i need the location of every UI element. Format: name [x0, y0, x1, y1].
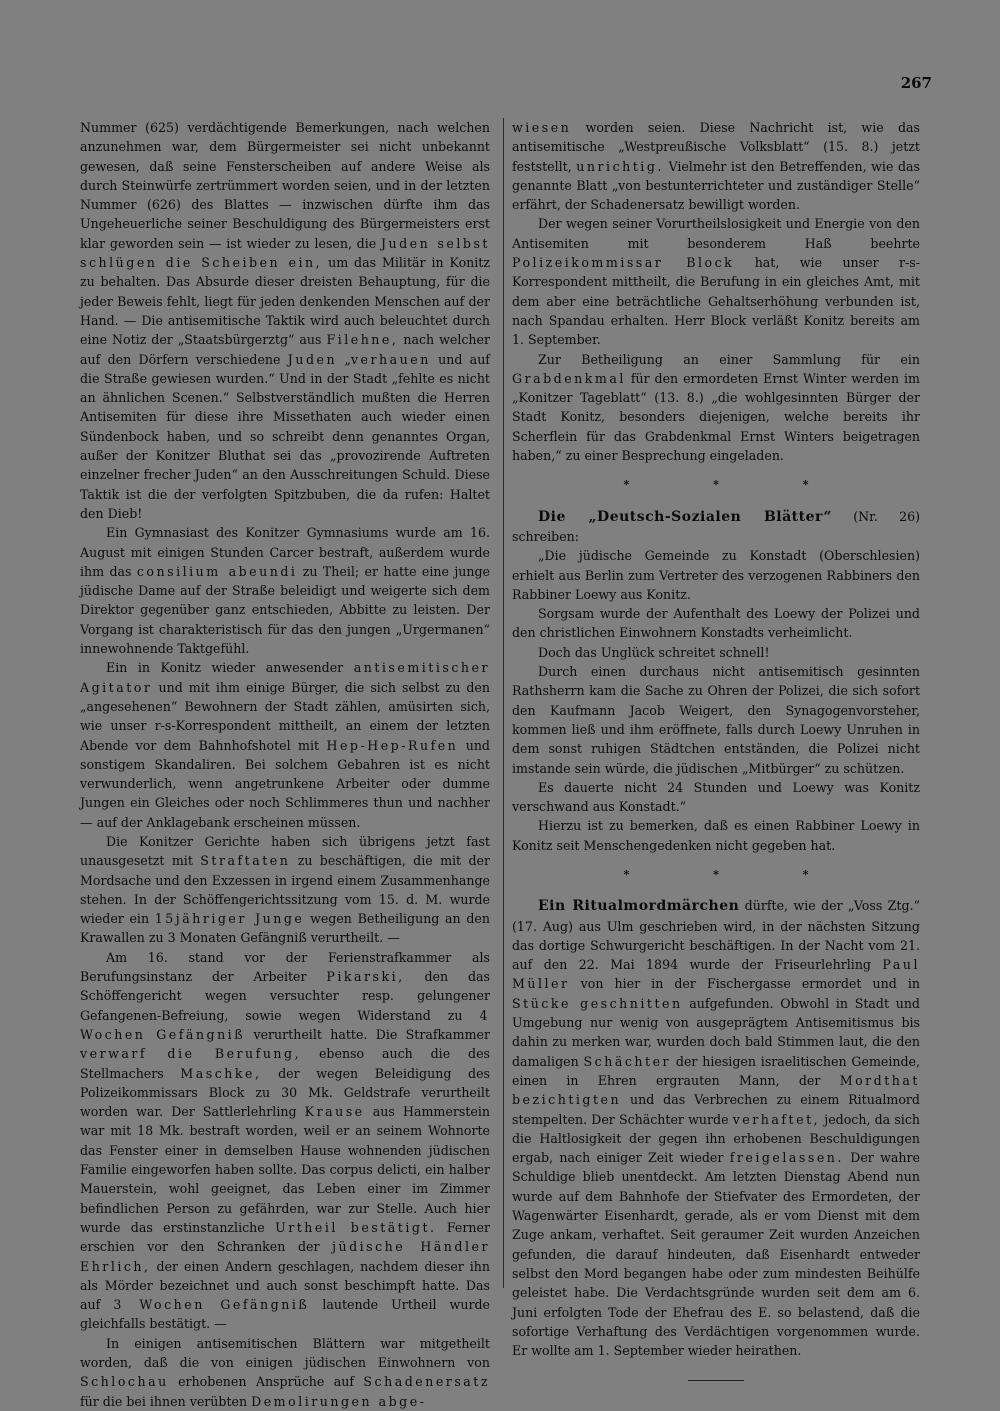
article-body: Ein Ritualmordmärchen dürfte, wie der „Voss Ztg.“ (17. Aug) aus Ulm geschrieben wird, in der nächsten Sitzung das dortige Schwurgericht beschäftigen. In der Nacht vom 21. auf den 22. Mai 1894 wurde der Friseurlehrling Paul Müller von hier in der Fischergasse ermordet und in Stücke geschnitten aufgefunden. Obwohl in Stadt und Umgebung nur wenig von ausgeprägtem Antisemitismus bis dahin zu merken war, wurden doch bald Stimmen laut, die den damaligen Schächter der hiesigen israelitischen Gemeinde, einen in Ehren ergrauten Mann, der Mordthat bezichtigten und das Verbrechen zu einem Ritualmord stempelten. Der Schächter wurde verhaftet, jedoch, da sich die Haltlosigkeit der gegen ihn erhobenen Beschuldigungen ergab, nach einiger Zeit wieder freigelassen. Der wahre Schuldige blieb unentdeckt. Am letzten Dienstag Abend nun wurde auf dem Bahnhofe der Stiefvater des Ermordeten, der Wagenwärter Eisenhardt, gerade, als er vom Dienst mit dem Zuge ankam, verhaftet. Seit geraumer Zeit wurden Anzeichen gefunden, die darauf hindeuten, daß Eisenhardt entweder selbst den Mord begangen habe oder zum mindesten Beihülfe geleistet habe. Die Verdachtsgründe wurden seit dem am 6. Juni erfolgten Tode der Ehefrau des E. so belastend, daß die sofortige Verhaftung des Verdächtigen vorgenommen wurde. Er wollte am 1. September wieder heirathen. — [512, 898, 920, 1359]
paragraph: Der wegen seiner Vorurtheilslosigkeit und Energie von den Antisemiten mit besonderem Haß beehrte Polizeikommissar Block hat, wie unser r-s-Korrespondent mittheilt, die Berufung in ein gleiches Amt, mit dem aber eine beträchtliche Gehaltserhöhung verbunden ist, nach Spandau erhalten. Herr Block verläßt Konitz bereits am 1. September. — [512, 216, 921, 348]
column-divider — [503, 118, 504, 1288]
quote-paragraph: Doch das Unglück schreitet schnell! — [538, 644, 770, 660]
paragraph: Ein Gymnasiast des Konitzer Gymnasiums wurde am 16. August mit einigen Stunden Carcer bestraft, außerdem wurde ihm das consilium abeundi zu Theil; er hatte eine junge jüdische Dame auf der Straße beleidigt und weigerte sich dem Direktor gegenüber ganz entschieden, Abbitte zu leisten. Der Vorgang ist charakteristisch für das den jungen „Urgermanen“ innewohnende Taktgefühl. — [80, 525, 490, 657]
section-separator: * * * — [623, 478, 849, 492]
quote-paragraph: Durch einen durchaus nicht antisemitisch gesinnten Rathsherrn kam die Sache zu Ohren der Polizei, die sich sofort den Kaufmann Jacob Weigert, den Synagogenvorsteher, kommen ließ und ihm eröffnete, falls durch Loewy Unruhen in dem sonst ruhigen Städtchen entständen, die Polizei nicht imstande sein würde, die jüdischen „Mitbürger“ zu schützen. — [512, 664, 920, 776]
paragraph: Nummer (625) verdächtigende Bemerkungen, nach welchen anzunehmen war, dem Bürgermeister sei nicht unbekannt gewesen, daß seine Fensterscheiben auf andere Weise als durch Steinwürfe zertrümmert worden seien, und in der letzten Nummer (626) des Blattes — inzwischen dürfte ihm das Ungeheuerliche seiner Beschuldigung des Bürgermeisters erst klar geworden sein — ist wieder zu lesen, die Juden selbst schlügen die Scheiben ein, um das Militär in Konitz zu behalten. Das Absurde dieser dreisten Behauptung, für die jeder Beweis fehlt, liegt für jeden denkenden Menschen auf der Hand. — Die antisemitische Taktik wird auch beleuchtet durch eine Notiz der „Staatsbürgerztg“ aus Filehne, nach welcher auf den Dörfern verschiedene Juden „verhauen und auf die Straße gewiesen wurden.“ Und in der Stadt „fehlte es nicht an ähnlichen Scenen.“ Selbstverständlich mußten die Herren Antisemiten für diese ihre Missethaten auch wieder einen Sündenbock haben, und so schreibt denn genanntes Organ, außer der Konitzer Bluthat sei das „provozirende Auftreten einzelner frecher Juden“ an den Ausschreitungen Schuld. Diese Taktik ist die der verfolgten Spitzbuben, die da rufen: Haltet den Dieb! — [80, 120, 490, 521]
paragraph: wiesen worden seien. Diese Nachricht ist, wie das antisemitische „Westpreußische Volksblatt“ (15. 8.) jetzt feststellt, unrichtig. Vielmehr ist den Betreffenden, wie das genannte Blatt „von bestunterrichteter und zuständiger Stelle“ erfährt, der Schadenersatz bewilligt worden. — [512, 120, 920, 213]
left-column — [80, 118, 490, 1411]
article-heading: Die „Deutsch-Sozialen Blätter“ — [538, 508, 832, 525]
paragraph: Am 16. stand vor der Ferienstrafkammer als Berufungsinstanz der Arbeiter Pikarski, den das Schöffengericht wegen versuchter resp. gelungener Gefangenen-Befreiung, sowie wegen Widerstand zu 4 Wochen Gefängniß verurtheilt hatte. Die Strafkammer verwarf die Berufung, ebenso auch die des Stellmachers Maschke, der wegen Beleidigung des Polizeikommissars Block zu 30 Mk. Geldstrafe verurtheilt worden war. Der Sattlerlehrling Krause aus Hammerstein war mit 18 Mk. bestraft worden, weil er an seinem Wohnorte das Fenster einer in demselben Hause wohnenden jüdischen Familie eingeworfen haben sollte. Das corpus delicti, ein halber Mauerstein, wohl geeignet, das Leben einer im Zimmer befindlichen Person zu gefährden, war zur Stelle. Auch hier wurde das erstinstanzliche Urtheil bestätigt. Ferner erschien vor den Schranken der jüdische Händler Ehrlich, der einen Andern geschlagen, nachdem dieser ihn als Mörder bezeichnet und auch sonst beschimpft hatte. Das auf 3 Wochen Gefängniß lautende Urtheil wurde gleichfalls bestätigt. — — [80, 949, 491, 1332]
paragraph: Ein in Konitz wieder anwesender antisemitischer Agitator und mit ihm einige Bürger, die sich selbst zu den „angesehenen“ Bewohnern der Stadt zählen, amüsirten sich, wie unser r-s-Korrespondent mittheilt, an einem der letzten Abende vor dem Bahnhofshotel mit Hep-Hep-Rufen und sonstigem Skandaliren. Bei solchem Gebahren ist es nicht verwunderlich, wenn angetrunkene Arbeiter oder dumme Jungen ein Gleiches oder noch Schlimmeres thun und nachher — auf der Anklagebank erscheinen müssen. — [80, 660, 490, 830]
page-number: 267 — [900, 74, 932, 92]
end-rule — [688, 1380, 744, 1381]
right-column — [512, 118, 920, 1381]
paragraph: Zur Betheiligung an einer Sammlung für ein Grabdenkmal für den ermordeten Ernst Winter werden im „Konitzer Tageblatt“ (13. 8.) „die wohlgesinnten Bürger der Stadt Konitz, besonders diejenigen, welche bereits ihr Scherflein für das Grabdenkmal Ernst Winters beigetragen haben,“ zu einer Besprechung eingeladen. — [512, 351, 920, 464]
section-separator: * * * — [623, 867, 849, 881]
quote-paragraph: „Die jüdische Gemeinde zu Konstadt (Oberschlesien) erhielt aus Berlin zum Vertreter des verzogenen Rabbiners den Rabbiner Loewy aus Konitz. — [512, 548, 920, 602]
article-heading: Ein Ritualmordmärchen — [538, 898, 740, 915]
quote-paragraph: Es dauerte nicht 24 Stunden und Loewy was Konitz verschwand aus Konstadt.“ — [512, 779, 920, 815]
article-intro: Die „Deutsch-Sozialen Blätter“ (Nr. 26) schreiben: — [512, 508, 921, 544]
quote-paragraph: Sorgsam wurde der Aufenthalt des Loewy der Polizei und den christlichen Einwohnern Konstadts verheimlicht. — [512, 606, 920, 641]
paragraph: Die Konitzer Gerichte haben sich übrigens jetzt fast unausgesetzt mit Straftaten zu beschäftigen, die mit der Mordsache und den Exzessen in irgend einem Zusammenhange stehen. In der Schöffengerichtssitzung vom 15. d. M. wurde wieder ein 15jähriger Junge wegen Betheiligung an den Krawallen zu 3 Monaten Gefängniß verurtheilt. — — [80, 833, 490, 946]
paragraph: In einigen antisemitischen Blättern war mitgetheilt worden, daß die von einigen jüdischen Einwohnern von Schlochau erhobenen Ansprüche auf Schadenersatz für die bei ihnen verübten Demolirungen abge- — [80, 1335, 490, 1409]
paragraph: Hierzu ist zu bemerken, daß es einen Rabbiner Loewy in Konitz seit Menschengedenken nicht gegeben hat. — [512, 818, 920, 853]
